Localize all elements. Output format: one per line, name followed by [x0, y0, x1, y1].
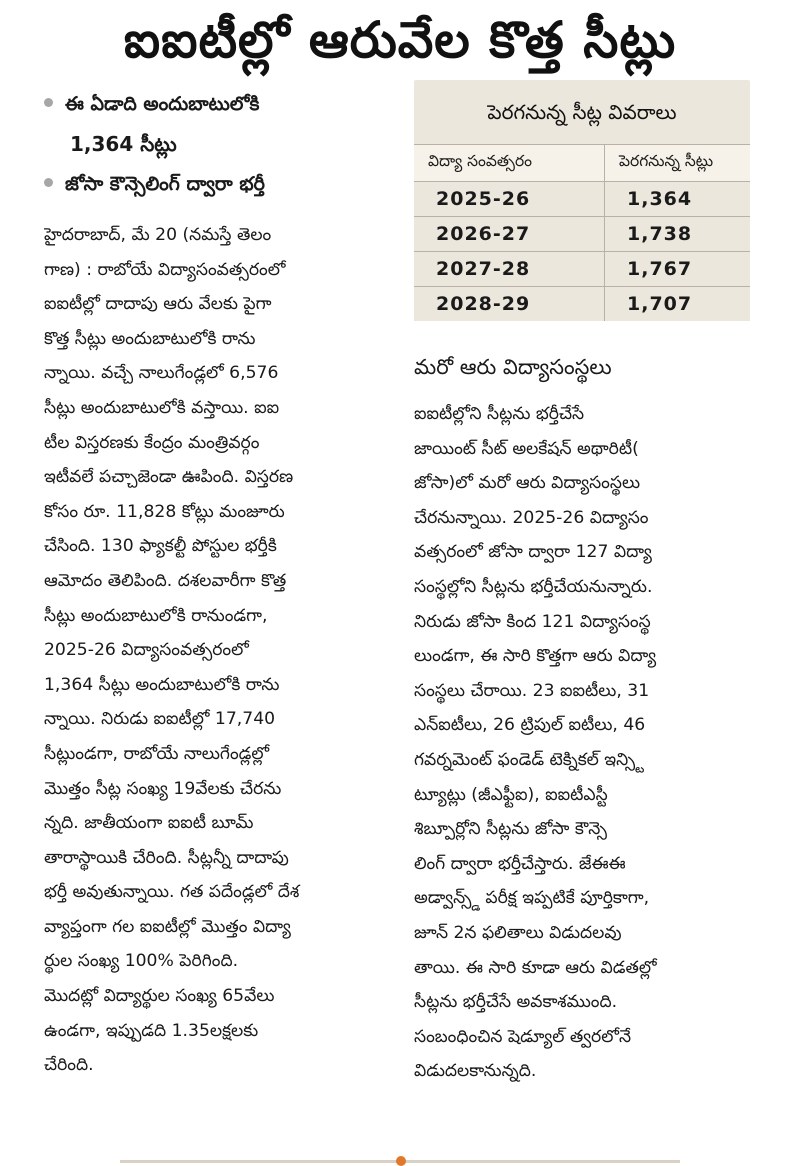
article-line: లింగ్ ద్వారా భర్తీచేస్తారు. జేఈఈ [414, 853, 626, 874]
article-line: నిరుడు జోసా కింద 121 విద్యాసంస్థ [414, 611, 651, 632]
article-line: సీట్లను భర్తీచేసే అవకాశముంది. [414, 992, 618, 1013]
article-line: మొత్తం సీట్ల సంఖ్య 19వేలకు చేరను [44, 778, 282, 799]
article-line: గవర్నమెంట్ ఫండెడ్ టెక్నికల్ ఇన్స్టి [414, 749, 644, 770]
article-line: హైదరాబాద్, మే 20 (నమస్తే తెలం [44, 225, 272, 245]
article-line: కోసం రూ. 11,828 కోట్లు మంజూరు [44, 501, 285, 522]
table-header-row [414, 145, 750, 182]
article-line: 2025-26 విద్యాసంవత్సరంలో [44, 640, 249, 661]
article-line: ఉండగా, ఇప్పుడది 1.35లక్షలకు [44, 1020, 259, 1041]
article-line: టీల విస్తరణకు కేంద్రం మంత్రివర్గం [44, 432, 260, 453]
highlight-1 [44, 84, 384, 124]
table-cell-year: 2028-29 [414, 287, 605, 322]
table-cell-year: 2026-27 [414, 217, 605, 252]
seats-table [414, 144, 750, 321]
article-line: వ్యాప్తంగా గల ఐఐటీల్లో మొత్తం విద్యా [44, 916, 291, 937]
table-row [414, 287, 750, 322]
article-line: సీట్లు అందుబాటులోకి రానుండగా, [44, 605, 268, 626]
table-row [414, 217, 750, 252]
highlight-2-line1: జోసా కౌన్సెలింగ్ ద్వారా భర్తీ [65, 173, 265, 195]
article-line: విడుదలకానున్నది. [414, 1061, 537, 1082]
article-line: మొదట్లో విద్యార్థుల సంఖ్య 65వేలు [44, 986, 275, 1007]
article-line: ఆమోదం తెలిపింది. దశలవారీగా కొత్త [44, 570, 287, 591]
article-line: చేసింది. 130 ఫ్యాకల్టీ పోస్టుల భర్తీకి [44, 536, 277, 557]
article-line: ట్యూట్లు (జీఎఫ్టీఐ), ఐఐటీఎస్టీ [414, 784, 608, 805]
table-row [414, 182, 750, 217]
article-line: 1,364 సీట్లు అందుబాటులోకి రాను [44, 674, 280, 695]
article-line: గాణ) : రాబోయే విద్యాసంవత్సరంలో [44, 259, 286, 280]
right-subheading: మరో ఆరు విద్యాసంస్థలు [414, 355, 612, 379]
article-line: సంస్థల్లోని సీట్లను భర్తీచేయనున్నారు. [414, 576, 653, 597]
bullet-dot-icon [44, 178, 53, 187]
article-line: కొత్త సీట్లు అందుబాటులోకి రాను [44, 328, 256, 349]
article-line: తారాస్థాయికి చేరింది. సీట్లన్నీ దాదాపు [44, 847, 289, 868]
article-line: ఇటీవలే పచ్చాజెండా ఊపింది. విస్తరణ [44, 467, 294, 488]
table-cell-seats: 1,738 [605, 217, 751, 252]
table-cell-seats: 1,364 [605, 182, 751, 217]
article-line: న్నాయి. వచ్చే నాలుగేండ్లలో 6,576 [44, 363, 279, 384]
article-line: ఐఐటీల్లో దాదాపు ఆరు వేలకు పైగా [44, 294, 272, 315]
seats-table-box [414, 80, 750, 321]
article-line: ఐఐటీల్లోని సీట్లను భర్తీచేసే [414, 404, 585, 424]
headline: ఐఐటీల్లో ఆరువేల కొత్త సీట్లు [123, 11, 677, 69]
highlight-1-line1: ఈ ఏడాది అందుబాటులోకి [65, 93, 260, 115]
article-line: ఎన్ఐటీలు, 26 ట్రిపుల్ ఐటీలు, 46 [414, 715, 646, 736]
left-article-body [44, 218, 384, 1083]
article-line: తాయి. ఈ సారి కూడా ఆరు విడతల్లో [414, 957, 657, 978]
highlight-1-line2: 1,364 సీట్లు [70, 132, 177, 156]
article-line: న్నది. జాతీయంగా ఐఐటీ బూమ్ [44, 813, 254, 834]
table-row [414, 252, 750, 287]
article-line: భర్తీ అవుతున్నాయి. గత పదేండ్లలో దేశ [44, 882, 300, 903]
right-column [414, 80, 750, 1089]
article-line: సంస్థలు చేరాయి. 23 ఐఐటీలు, 31 [414, 680, 650, 701]
article-line: జోసా)లో మరో ఆరు విద్యాసంస్థలు [414, 473, 641, 494]
article-line: సంబంధించిన షెడ్యూల్ త్వరలోనే [414, 1026, 632, 1047]
footer-dot-icon [396, 1156, 406, 1166]
table-cell-seats: 1,767 [605, 252, 751, 287]
article-line: చేరనున్నాయి. 2025-26 విద్యాసం [414, 507, 649, 528]
highlight-2 [44, 164, 384, 204]
right-article-body [414, 397, 750, 1089]
article-line: ర్థుల సంఖ్య 100% పెరిగింది. [44, 951, 239, 972]
article-line: చేరింది. [44, 1055, 94, 1076]
table-header-year: విద్యా సంవత్సరం [414, 145, 605, 182]
article-line: జాయింట్ సీట్ అలకేషన్ అథారిటీ( [414, 438, 639, 459]
article-line: సీట్లు అందుబాటులోకి వస్తాయి. ఐఐ [44, 397, 280, 418]
article-line: వత్సరంలో జోసా ద్వారా 127 విద్యా [414, 542, 652, 563]
article-line: లుండగా, ఈ సారి కొత్తగా ఆరు విద్యా [414, 646, 657, 667]
table-header-seats: పెరగనున్న సీట్లు [605, 145, 751, 182]
article-line: జూన్ 2న ఫలితాలు విడుదలవు [414, 922, 622, 943]
article-line: సీట్లుండగా, రాబోయే నాలుగేండ్లల్లో [44, 743, 270, 764]
table-cell-year: 2025-26 [414, 182, 605, 217]
table-cell-year: 2027-28 [414, 252, 605, 287]
article-line: న్నాయి. నిరుడు ఐఐటీల్లో 17,740 [44, 709, 276, 730]
left-column [44, 84, 384, 1083]
table-cell-seats: 1,707 [605, 287, 751, 322]
bullet-dot-icon [44, 98, 53, 107]
seats-table-title: పెరగనున్న సీట్ల వివరాలు [487, 100, 677, 124]
article-line: శిబ్పూర్లోని సీట్లను జోసా కౌన్సె [414, 819, 608, 840]
article-line: అడ్వాన్స్డ్ పరీక్ష ఇప్పటికే పూర్తికాగా, [414, 888, 650, 909]
